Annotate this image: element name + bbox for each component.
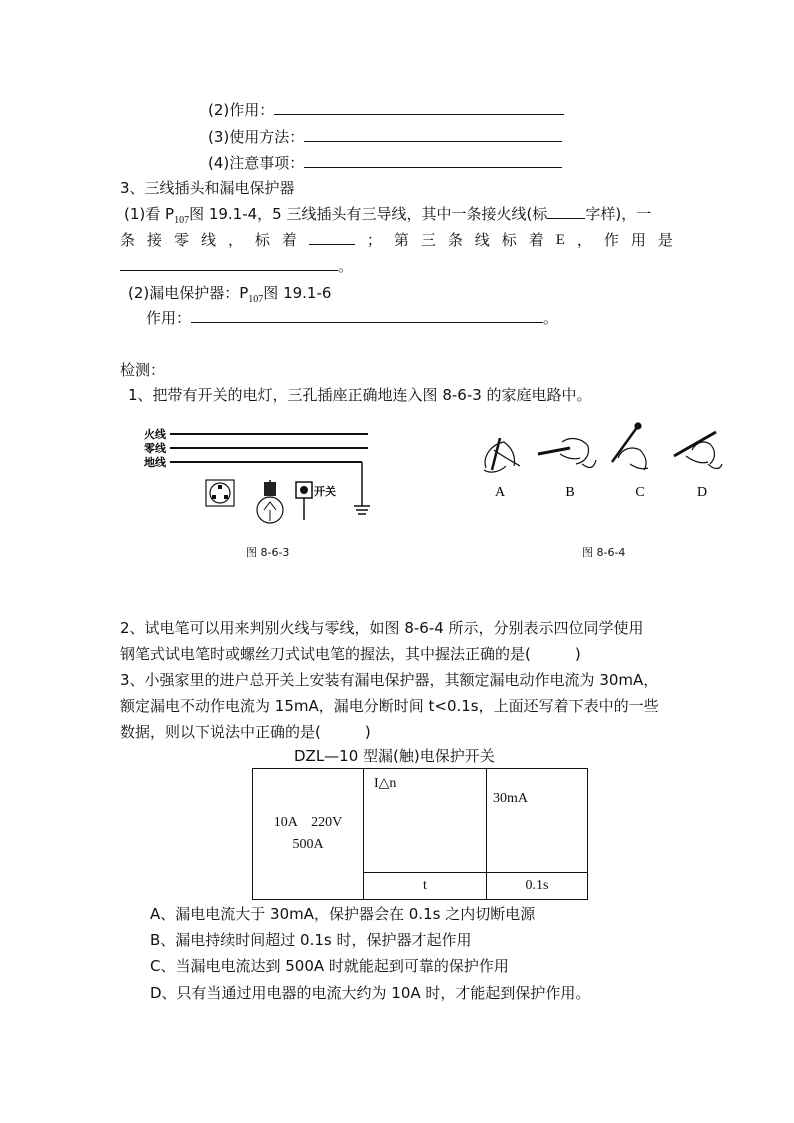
text: ) xyxy=(364,723,371,741)
lamp-icon xyxy=(257,480,283,523)
spec-table xyxy=(252,768,588,900)
char: 标 xyxy=(501,231,517,249)
text: ) xyxy=(574,645,581,663)
table-cell-01s: 0.1s xyxy=(487,873,588,900)
blank-ground-use[interactable] xyxy=(120,256,338,271)
label-shiyong: (3)使用方法： xyxy=(208,128,305,146)
section-title-jiance: 检测： xyxy=(120,361,166,379)
blank-fire-label[interactable] xyxy=(547,204,585,219)
paragraph-1-line-3 xyxy=(120,256,353,276)
char: 标 xyxy=(254,231,270,249)
char: 用 xyxy=(630,231,646,249)
question-3-line-1: 3、小强家里的进户总开关上安装有漏电保护器，其额定漏电动作电流为 30mA， xyxy=(120,671,659,689)
fill-line-zuoyong xyxy=(208,100,564,120)
text: 数据，则以下说法中正确的是( xyxy=(120,723,321,741)
char: 是 xyxy=(657,231,673,249)
table-cell-ratings xyxy=(253,769,364,900)
char: 接 xyxy=(146,231,162,249)
text: 字样)，一 xyxy=(585,205,652,223)
question-2-line-2 xyxy=(120,644,581,664)
figure-8-6-4-pens xyxy=(470,420,730,510)
table-cell-30ma: 30mA xyxy=(487,769,588,873)
label-d: D xyxy=(696,485,708,500)
label-a: A xyxy=(494,485,506,500)
figure-caption-8-6-3: 图 8-6-3 xyxy=(246,546,290,559)
fill-line-shiyong xyxy=(208,127,562,147)
text: 钢笔式试电笔时或螺丝刀式试电笔的握法，其中握法正确的是( xyxy=(120,645,531,663)
hand-pen-d-icon xyxy=(674,432,722,469)
char: 线 xyxy=(474,231,490,249)
blank-shiyong[interactable] xyxy=(304,127,562,142)
table-cell-t: t xyxy=(364,873,487,900)
text: (2)漏电保护器：P xyxy=(128,284,249,302)
char: 零 xyxy=(173,231,189,249)
char: ； xyxy=(366,231,382,249)
label-zuoyong: (2)作用： xyxy=(208,101,275,119)
char: 条 xyxy=(447,231,463,249)
text: 作用： xyxy=(146,309,192,327)
blank-zero-label[interactable] xyxy=(309,230,355,245)
question-3-line-2: 额定漏电不动作电流为 15mA，漏电分断时间 t<0.1s，上面还写着下表中的一些 xyxy=(120,697,659,715)
subscript: 107 xyxy=(248,294,264,305)
char: 第 xyxy=(393,231,409,249)
char: 着 xyxy=(528,231,544,249)
question-2-line-1: 2、试电笔可以用来判别火线与零线，如图 8-6-4 所示，分别表示四位同学使用 xyxy=(120,619,644,637)
paragraph-1-line-1 xyxy=(124,204,651,231)
option-c[interactable]: C、当漏电电流达到 500A 时就能起到可靠的保护作用 xyxy=(150,957,509,975)
char: 作 xyxy=(603,231,619,249)
blank-zuoyong[interactable] xyxy=(274,100,564,115)
char: E xyxy=(555,232,565,248)
question-1: 1、把带有开关的电灯，三孔插座正确地连入图 8-6-3 的家庭电路中。 xyxy=(128,386,592,404)
heading-3: 3、三线插头和漏电保护器 xyxy=(120,179,295,197)
paragraph-1-line-2 xyxy=(120,230,673,250)
text: (1)看 P xyxy=(124,205,175,223)
option-b[interactable]: B、漏电持续时间超过 0.1s 时，保护器才起作用 xyxy=(150,931,472,949)
fill-line-zhuyi xyxy=(208,153,562,173)
ratings-line-2: 500A xyxy=(292,837,324,852)
option-d[interactable]: D、只有当通过用电器的电流大约为 10A 时，才能起到保护作用。 xyxy=(150,984,591,1002)
option-a[interactable]: A、漏电电流大于 30mA，保护器会在 0.1s 之内切断电源 xyxy=(150,905,536,923)
switch-icon xyxy=(296,482,336,520)
wire-label-zero: 零线 xyxy=(144,442,166,455)
subscript: 107 xyxy=(174,215,190,226)
three-hole-socket-icon xyxy=(206,480,234,506)
wire-label-fire: 火线 xyxy=(144,428,166,441)
label-c: C xyxy=(635,485,645,500)
paragraph-2-line-1 xyxy=(128,283,331,310)
char: ， xyxy=(576,231,592,249)
text: 。 xyxy=(338,257,354,275)
blank-zhuyi[interactable] xyxy=(304,153,562,168)
hand-pen-c-icon xyxy=(612,423,648,470)
label-b: B xyxy=(565,485,575,500)
switch-label: 开关 xyxy=(314,485,336,498)
table-cell-ian: I△n xyxy=(364,769,487,873)
blank-breaker-use[interactable] xyxy=(191,308,543,323)
char: 着 xyxy=(281,231,297,249)
paragraph-2-line-2 xyxy=(146,308,558,328)
text: 图 19.1-6 xyxy=(263,284,332,302)
label-zhuyi: (4)注意事项： xyxy=(208,154,305,172)
char: 线 xyxy=(200,231,216,249)
char: ， xyxy=(227,231,243,249)
wire-label-ground: 地线 xyxy=(144,456,166,469)
question-3-line-3 xyxy=(120,722,371,742)
table-title: DZL—10 型漏(触)电保护开关 xyxy=(294,747,495,765)
hand-pen-a-icon xyxy=(484,438,520,472)
text: 。 xyxy=(543,309,559,327)
char: 三 xyxy=(420,231,436,249)
char: 条 xyxy=(120,231,136,249)
text: 图 19.1-4，5 三线插头有三导线，其中一条接火线(标 xyxy=(189,205,548,223)
figure-caption-8-6-4: 图 8-6-4 xyxy=(582,546,626,559)
hand-pen-b-icon xyxy=(538,439,596,468)
figure-8-6-3-circuit xyxy=(140,422,380,534)
ratings-line-1: 10A 220V xyxy=(273,815,343,830)
